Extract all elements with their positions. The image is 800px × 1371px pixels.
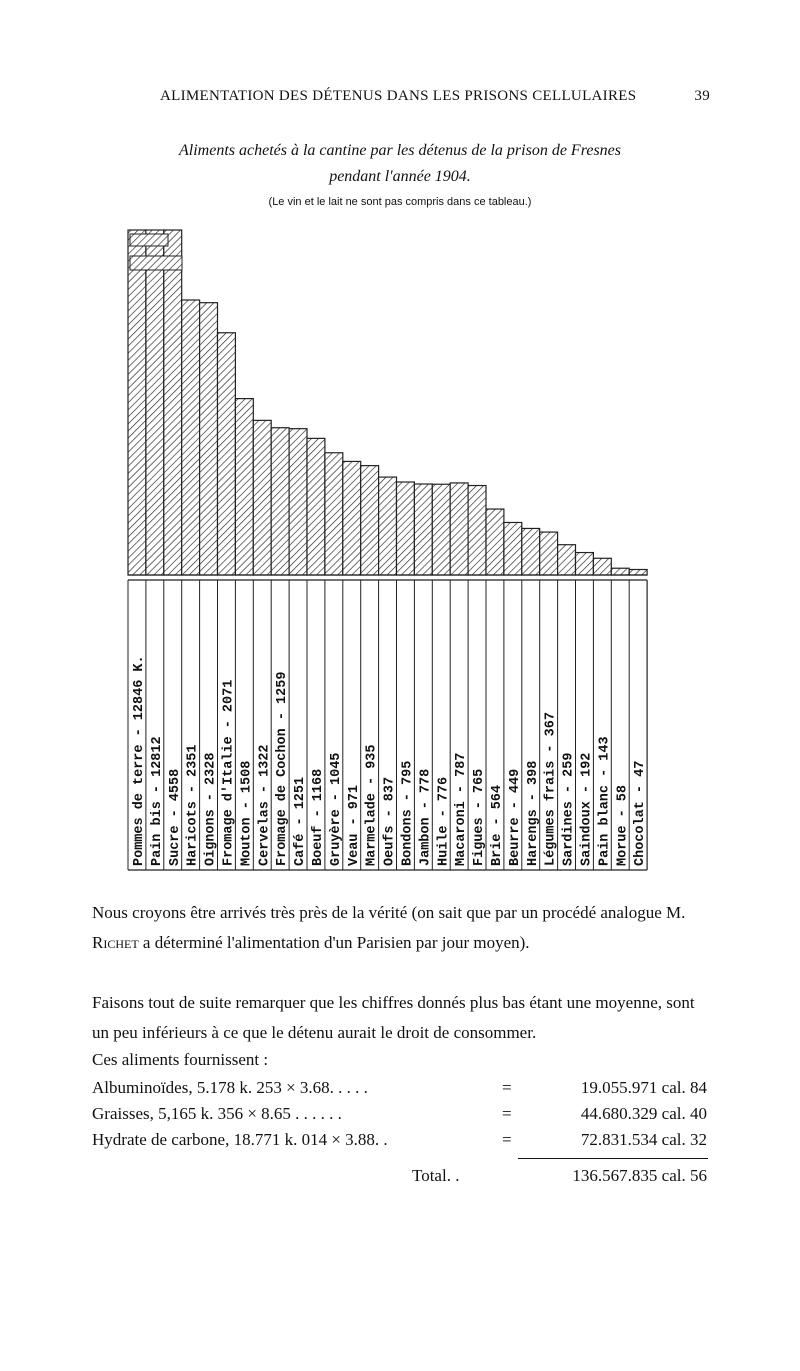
bar-label: Marmelade - 935: [364, 744, 380, 866]
bar-label: Légumes frais - 367: [543, 712, 559, 866]
bar: [522, 528, 540, 575]
total-row: [92, 1166, 707, 1194]
bar-label: Bondons - 795: [400, 760, 416, 866]
bar: [486, 509, 504, 575]
total-label: Total. .: [412, 1166, 460, 1185]
bar: [182, 300, 200, 575]
caption-line-2: pendant l'année 1904.: [329, 168, 471, 185]
bar-label: Harengs - 398: [525, 760, 541, 866]
bar: [558, 545, 576, 575]
calc-row-result: 44.680.329 cal. 40: [580, 1104, 707, 1123]
bar-label: Veau - 971: [346, 784, 362, 866]
bar: [164, 230, 182, 575]
bar-label: Macaroni - 787: [454, 752, 470, 866]
total-rule: [518, 1158, 708, 1159]
bar: [504, 522, 522, 575]
truncated-bar-marker: [130, 234, 168, 246]
bar: [611, 568, 629, 575]
bar-label: Pain blanc - 143: [597, 736, 613, 866]
bar: [379, 477, 397, 575]
bar-label: Boeuf - 1168: [310, 768, 326, 866]
bar-label: Brie - 564: [489, 784, 505, 866]
bar-label: Cervelas - 1322: [257, 744, 273, 866]
bar-label: Oeufs - 837: [382, 776, 398, 866]
bar-label: Fromage de Cochon - 1259: [275, 671, 291, 866]
bar: [468, 486, 486, 575]
bar-label: Chocolat - 47: [633, 760, 649, 866]
paragraph-1-text-a: Nous croyons être arrivés très près de la vérité (on sait que par un procédé analogue M.: [92, 903, 686, 922]
bar-label: Sardines - 259: [561, 752, 577, 866]
bar: [128, 230, 146, 575]
bar-label: Pain bis - 12812: [149, 736, 165, 866]
bar-label: Jambon - 778: [418, 768, 434, 866]
calc-row: [92, 1078, 707, 1106]
bar-label: Beurre - 449: [507, 768, 523, 866]
bar-label: Pommes de terre - 12846 K.: [131, 655, 147, 866]
calc-row-formula: Graisses, 5,165 k. 356 × 8.65 . . . . . .: [92, 1104, 342, 1123]
bar-label: Huile - 776: [436, 776, 452, 866]
bar: [397, 482, 415, 575]
bar: [146, 230, 164, 575]
calc-row-formula: Hydrate de carbone, 18.771 k. 014 × 3.88. .: [92, 1130, 388, 1149]
calc-row-result: 72.831.534 cal. 32: [580, 1130, 707, 1149]
labels-group: [128, 575, 648, 870]
paragraph-3: Ces aliments fournissent :: [92, 1050, 269, 1069]
bar-label: Café - 1251: [293, 776, 309, 866]
bar-label: Fromage d'Italie - 2071: [221, 679, 237, 866]
bar: [218, 333, 236, 575]
paragraph-1: [92, 898, 712, 958]
calc-row-equals: =: [502, 1130, 512, 1149]
bar: [200, 303, 218, 575]
bar-label: Gruyère - 1045: [328, 752, 344, 866]
bar: [576, 553, 594, 575]
author-name: Richet: [92, 933, 139, 952]
bar-label: Mouton - 1508: [239, 760, 255, 866]
calc-row-equals: =: [502, 1078, 512, 1097]
bars-group: [128, 230, 647, 575]
calc-row: [92, 1130, 707, 1158]
caption-line-1: Aliments achetés à la cantine par les détenus de la prison de Fresnes: [179, 142, 621, 159]
running-title: ALIMENTATION DES DÉTENUS DANS LES PRISONS CELLULAIRES: [160, 88, 637, 104]
page-number: 39: [694, 88, 710, 104]
bar: [289, 429, 307, 575]
paragraph-2: Faisons tout de suite remarquer que les chiffres donnés plus bas étant une moyenne, sont un peu inférieurs à ce que le détenu aurait le droit de consommer.: [92, 993, 695, 1042]
caption-note: (Le vin et le lait ne sont pas compris dans ce tableau.): [268, 196, 532, 208]
calc-row-result: 19.055.971 cal. 84: [580, 1078, 707, 1097]
bar-label: Haricots - 2351: [185, 744, 201, 866]
bar: [593, 558, 611, 575]
bar: [235, 399, 253, 575]
bar: [307, 438, 325, 575]
bar: [271, 428, 289, 575]
bar-label: Oignons - 2328: [203, 752, 219, 866]
bar: [414, 484, 432, 575]
truncated-bar-marker: [130, 256, 182, 270]
calc-row-formula: Albuminoïdes, 5.178 k. 253 × 3.68. . . . .: [92, 1078, 368, 1097]
calc-row: [92, 1104, 707, 1132]
bar-label: Morue - 58: [615, 784, 631, 866]
bar: [450, 483, 468, 575]
bar: [343, 461, 361, 575]
bar: [325, 453, 343, 575]
bar: [629, 570, 647, 575]
bar-label: Saindoux - 192: [579, 752, 595, 866]
calc-row-equals: =: [502, 1104, 512, 1123]
bar-label: Sucre - 4558: [167, 768, 183, 866]
bar: [432, 484, 450, 575]
bar-label: Figues - 765: [472, 768, 488, 866]
paragraph-1-text-b: a déterminé l'alimentation d'un Parisien par jour moyen).: [138, 933, 530, 952]
bar: [361, 466, 379, 575]
bar: [253, 420, 271, 575]
total-value: 136.567.835 cal. 56: [572, 1166, 707, 1185]
bar: [540, 532, 558, 575]
